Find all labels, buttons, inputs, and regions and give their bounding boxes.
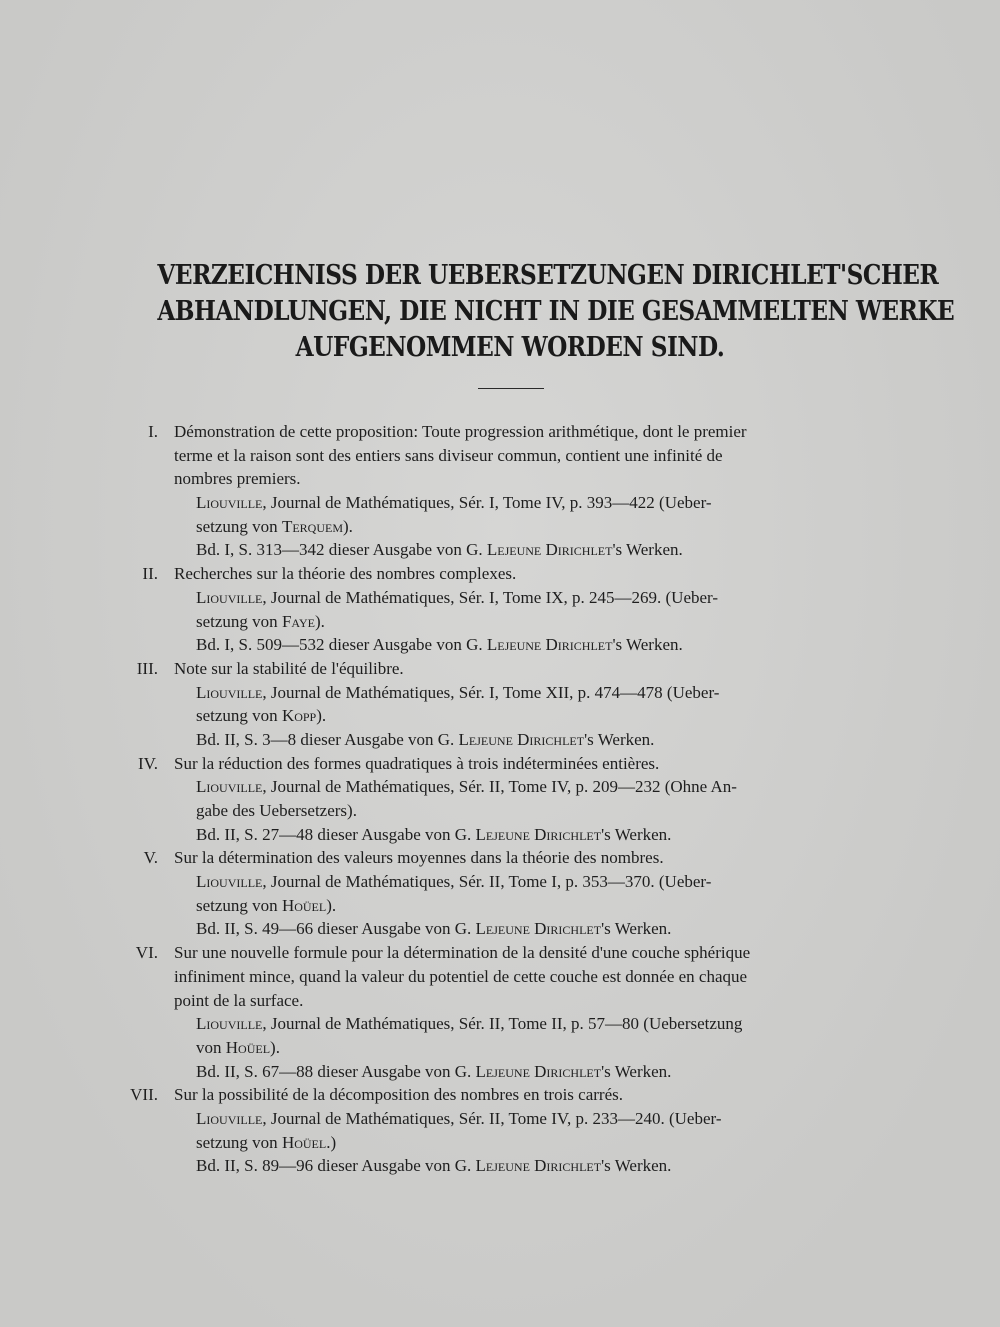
entry-title-line: Démonstration de cette proposition: Toute progression arithmétique, dont le premier — [174, 422, 747, 441]
journal-reference — [0, 1012, 1000, 1036]
heading-line-1: VERZEICHNISS DER UEBERSETZUNGEN DIRICHLET'SCHER — [157, 260, 939, 291]
edition-reference — [0, 728, 1000, 752]
author-name: Lejeune Dirichlet — [475, 1061, 602, 1081]
edition-prefix: Bd. II, S. 27—48 dieser Ausgabe von G. — [196, 824, 476, 844]
entry-number: VI. — [135, 943, 158, 963]
entry-number: III. — [136, 658, 158, 678]
entry-title-line: point de la surface. — [174, 990, 304, 1010]
translator-line — [0, 1036, 1000, 1060]
edition-prefix: Bd. I, S. 509—532 dieser Ausgabe von G. — [196, 635, 487, 655]
journal-author: Liouville — [196, 777, 263, 797]
heading-line-2: ABHANDLUNGEN, DIE NICHT IN DIE GESAMMELTEN WERKE — [157, 296, 955, 327]
entry-title-line: Recherches sur la théorie des nombres complexes. — [174, 564, 517, 584]
journal-citation: , Journal de Mathématiques, Sér. II, Tome II, p. 57—80 (Uebersetzung — [262, 1014, 743, 1034]
entry-number: II. — [142, 564, 158, 584]
journal-author: Liouville — [196, 1014, 263, 1034]
author-name: Lejeune Dirichlet — [458, 729, 585, 749]
edition-suffix: 's Werken. — [601, 1061, 672, 1081]
translator-name: Faye — [281, 611, 315, 631]
list-item — [0, 562, 1000, 657]
list-item — [0, 941, 1000, 1083]
edition-prefix: Bd. I, S. 313—342 dieser Ausgabe von G. — [196, 540, 487, 560]
translator-name: Hoüel — [281, 1132, 327, 1152]
entry-title-line: terme et la raison sont des entiers sans diviseur commun, contient une infinité de — [174, 445, 723, 465]
edition-reference — [0, 538, 1000, 562]
journal-citation: , Journal de Mathématiques, Sér. II, Tome I, p. 353—370. (Ueber- — [262, 872, 712, 892]
translator-suffix: ). — [316, 706, 327, 726]
journal-author: Liouville — [196, 682, 263, 702]
edition-reference — [0, 1154, 1000, 1178]
translator-name: Terquem — [281, 516, 343, 536]
edition-reference — [0, 1060, 1000, 1084]
entry-title-line: nombres premiers. — [174, 469, 301, 489]
journal-reference — [0, 775, 1000, 799]
translator-line — [0, 610, 1000, 634]
journal-citation: , Journal de Mathématiques, Sér. II, Tome IV, p. 233—240. (Ueber- — [262, 1108, 722, 1128]
entry-title-line: Sur la réduction des formes quadratiques à trois indéterminées entières. — [174, 753, 660, 773]
journal-author: Liouville — [196, 1108, 263, 1128]
list-item — [0, 657, 1000, 752]
translator-prefix: setzung von — [196, 895, 282, 915]
translator-prefix: setzung von — [196, 611, 282, 631]
journal-reference — [0, 491, 1000, 515]
entry-title-line: infiniment mince, quand la valeur du potentiel de cette couche est donnée en chaque — [174, 966, 748, 986]
entry-title-line: Note sur la stabilité de l'équilibre. — [174, 658, 404, 678]
translator-suffix: ). — [270, 1037, 280, 1057]
entry-number: V. — [143, 848, 158, 868]
edition-suffix: 's Werken. — [612, 635, 683, 655]
author-name: Lejeune Dirichlet — [475, 824, 602, 844]
journal-reference — [0, 586, 1000, 610]
entry-number: VII. — [130, 1085, 158, 1105]
edition-suffix: 's Werken. — [601, 824, 672, 844]
journal-citation: , Journal de Mathématiques, Sér. I, Tome IV, p. 393—422 (Ueber- — [262, 493, 712, 513]
journal-author: Liouville — [196, 872, 263, 892]
translator-suffix: ). — [326, 895, 337, 915]
edition-reference — [0, 823, 1000, 847]
edition-suffix: 's Werken. — [584, 729, 655, 749]
translator-suffix: ). — [314, 611, 325, 631]
author-name: Lejeune Dirichlet — [486, 635, 613, 655]
author-name: Lejeune Dirichlet — [475, 919, 602, 939]
entry-number: I. — [148, 422, 158, 441]
heading-divider — [478, 388, 544, 389]
translator-line — [0, 799, 1000, 823]
entry-title-line: Sur la détermination des valeurs moyennes dans la théorie des nombres. — [174, 848, 664, 868]
edition-prefix: Bd. II, S. 89—96 dieser Ausgabe von G. — [196, 1156, 476, 1176]
list-item — [0, 1083, 1000, 1178]
translator-name: Kopp — [281, 706, 317, 726]
edition-prefix: Bd. II, S. 49—66 dieser Ausgabe von G. — [196, 919, 476, 939]
entry-number: IV. — [138, 753, 158, 773]
translator-prefix: setzung von — [196, 706, 282, 726]
translator-line — [0, 515, 1000, 539]
heading-line-3: AUFGENOMMEN WORDEN SIND. — [295, 332, 725, 363]
translator-line — [0, 894, 1000, 918]
journal-author: Liouville — [196, 587, 263, 607]
translator-line — [0, 1131, 1000, 1155]
list-item — [0, 752, 1000, 847]
author-name: Lejeune Dirichlet — [475, 1156, 602, 1176]
translator-name: Hoüel — [281, 895, 327, 915]
journal-author: Liouville — [196, 493, 263, 513]
page-heading — [157, 258, 955, 366]
translator-line — [0, 704, 1000, 728]
translator-prefix: setzung von — [196, 1132, 282, 1152]
translator-prefix: von — [196, 1037, 226, 1057]
edition-suffix: 's Werken. — [612, 540, 683, 560]
journal-reference — [0, 1107, 1000, 1131]
list-item — [0, 846, 1000, 941]
edition-prefix: Bd. II, S. 3—8 dieser Ausgabe von G. — [196, 729, 459, 749]
translator-suffix: .) — [326, 1132, 337, 1152]
entry-title-line: Sur la possibilité de la décomposition des nombres en trois carrés. — [174, 1085, 623, 1105]
edition-reference — [0, 633, 1000, 657]
journal-citation: , Journal de Mathématiques, Sér. I, Tome XII, p. 474—478 (Ueber- — [262, 682, 720, 702]
entry-list — [0, 420, 1000, 1178]
edition-suffix: 's Werken. — [601, 1156, 672, 1176]
edition-prefix: Bd. II, S. 67—88 dieser Ausgabe von G. — [196, 1061, 476, 1081]
entry-title-line: Sur une nouvelle formule pour la détermination de la densité d'une couche sphérique — [174, 943, 751, 963]
author-name: Lejeune Dirichlet — [486, 540, 613, 560]
journal-reference — [0, 870, 1000, 894]
edition-reference — [0, 917, 1000, 941]
journal-citation: , Journal de Mathématiques, Sér. I, Tome IX, p. 245—269. (Ueber- — [262, 587, 719, 607]
translator-name: Hoüel — [225, 1037, 271, 1057]
translator-suffix: ). — [343, 516, 353, 536]
list-item — [0, 420, 1000, 562]
journal-citation: , Journal de Mathématiques, Sér. II, Tome IV, p. 209—232 (Ohne An- — [262, 777, 737, 797]
translator-prefix: setzung von — [196, 516, 282, 536]
translator-prefix: gabe des Uebersetzers). — [196, 801, 357, 820]
journal-reference — [0, 681, 1000, 705]
edition-suffix: 's Werken. — [601, 919, 672, 939]
